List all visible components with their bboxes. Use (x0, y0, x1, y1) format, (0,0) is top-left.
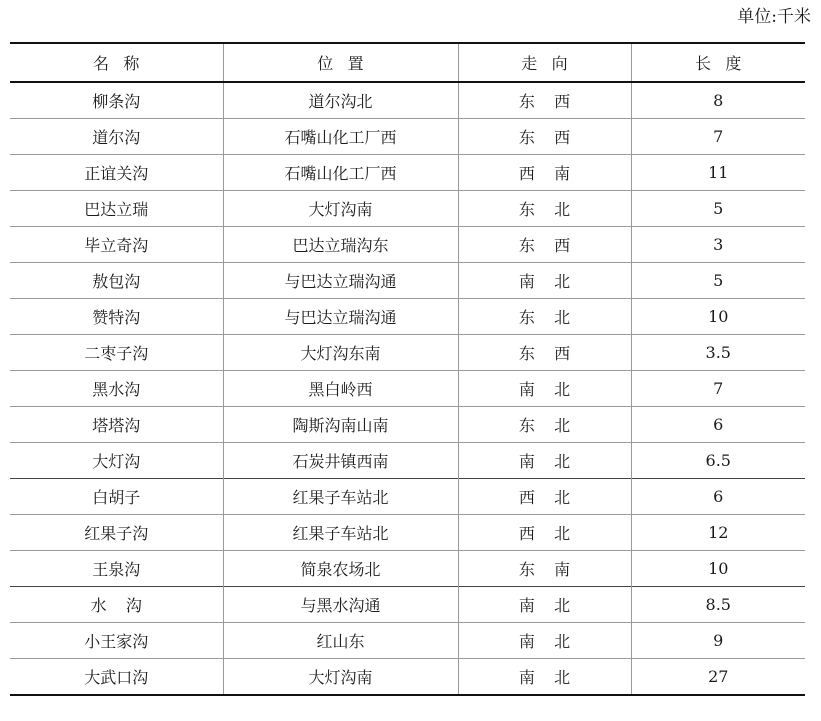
cell-length: 27 (631, 659, 805, 696)
cell-direction: 东北 (458, 407, 631, 443)
cell-direction: 南北 (458, 623, 631, 659)
cell-location: 石嘴山化工厂西 (223, 155, 458, 191)
cell-location: 大灯沟南 (223, 191, 458, 227)
cell-direction: 西北 (458, 515, 631, 551)
table-row (10, 551, 805, 587)
cell-length: 9 (631, 623, 805, 659)
cell-length: 3 (631, 227, 805, 263)
cell-location: 大灯沟东南 (223, 335, 458, 371)
cell-name: 敖包沟 (92, 272, 141, 291)
table-row (10, 191, 805, 227)
cell-location: 巴达立瑞沟东 (223, 227, 458, 263)
cell-name: 红果子沟 (84, 524, 149, 543)
table-row (10, 587, 805, 623)
cell-location: 红山东 (223, 623, 458, 659)
cell-direction: 东北 (458, 299, 631, 335)
header-location: 位置 (223, 43, 458, 82)
cell-location: 石嘴山化工厂西 (223, 119, 458, 155)
header-row (10, 43, 805, 82)
table-row (10, 407, 805, 443)
unit-label: 单位:千米 (737, 7, 811, 27)
cell-location: 红果子车站北 (223, 479, 458, 515)
table-row (10, 371, 805, 407)
cell-name: 白胡子 (92, 488, 141, 507)
cell-length: 10 (631, 299, 805, 335)
cell-location: 红果子车站北 (223, 515, 458, 551)
table-row (10, 299, 805, 335)
table-row (10, 335, 805, 371)
cell-name: 道尔沟 (92, 128, 141, 147)
cell-direction: 西北 (458, 479, 631, 515)
cell-location: 与巴达立瑞沟通 (223, 263, 458, 299)
cell-length: 12 (631, 515, 805, 551)
cell-direction: 东西 (458, 82, 631, 119)
table-row (10, 659, 805, 696)
cell-length: 6 (631, 479, 805, 515)
cell-direction: 南北 (458, 263, 631, 299)
cell-direction: 东南 (458, 551, 631, 587)
cell-length: 10 (631, 551, 805, 587)
header-length: 长度 (631, 43, 805, 82)
cell-length: 7 (631, 371, 805, 407)
table-row (10, 155, 805, 191)
header-direction: 走向 (458, 43, 631, 82)
cell-direction: 东西 (458, 335, 631, 371)
cell-length: 11 (631, 155, 805, 191)
cell-length: 5 (631, 191, 805, 227)
table-row (10, 119, 805, 155)
cell-direction: 南北 (458, 371, 631, 407)
cell-length: 8.5 (631, 587, 805, 623)
gully-table (10, 42, 805, 696)
cell-name: 毕立奇沟 (84, 236, 149, 255)
cell-name: 巴达立瑞 (84, 200, 149, 219)
cell-length: 3.5 (631, 335, 805, 371)
cell-direction: 南北 (458, 443, 631, 479)
cell-location: 简泉农场北 (223, 551, 458, 587)
cell-direction: 南北 (458, 587, 631, 623)
cell-direction: 东西 (458, 119, 631, 155)
cell-name: 赞特沟 (92, 308, 141, 327)
cell-location: 与黑水沟通 (223, 587, 458, 623)
table-row (10, 515, 805, 551)
cell-length: 7 (631, 119, 805, 155)
cell-name: 柳条沟 (92, 92, 141, 111)
table-row (10, 443, 805, 479)
cell-direction: 东西 (458, 227, 631, 263)
cell-name: 塔塔沟 (92, 416, 141, 435)
cell-location: 陶斯沟南山南 (223, 407, 458, 443)
cell-name: 正谊关沟 (84, 164, 149, 183)
cell-location: 大灯沟南 (223, 659, 458, 696)
cell-direction: 西南 (458, 155, 631, 191)
cell-location: 石炭井镇西南 (223, 443, 458, 479)
table-body (10, 82, 805, 695)
table-row (10, 479, 805, 515)
cell-location: 黑白岭西 (223, 371, 458, 407)
table-row (10, 263, 805, 299)
table-row (10, 82, 805, 119)
cell-length: 8 (631, 82, 805, 119)
table-row (10, 623, 805, 659)
table-header (10, 43, 805, 82)
cell-name: 小王家沟 (84, 632, 149, 651)
cell-direction: 东北 (458, 191, 631, 227)
cell-name: 大武口沟 (84, 668, 149, 687)
table-row (10, 227, 805, 263)
cell-name: 水沟 (90, 596, 162, 615)
cell-length: 6 (631, 407, 805, 443)
cell-location: 道尔沟北 (223, 82, 458, 119)
cell-name: 黑水沟 (92, 380, 141, 399)
cell-name: 大灯沟 (92, 452, 141, 471)
cell-length: 6.5 (631, 443, 805, 479)
cell-direction: 南北 (458, 659, 631, 696)
cell-location: 与巴达立瑞沟通 (223, 299, 458, 335)
cell-length: 5 (631, 263, 805, 299)
header-name: 名称 (93, 54, 154, 73)
cell-name: 王泉沟 (92, 560, 141, 579)
cell-name: 二枣子沟 (84, 344, 149, 363)
